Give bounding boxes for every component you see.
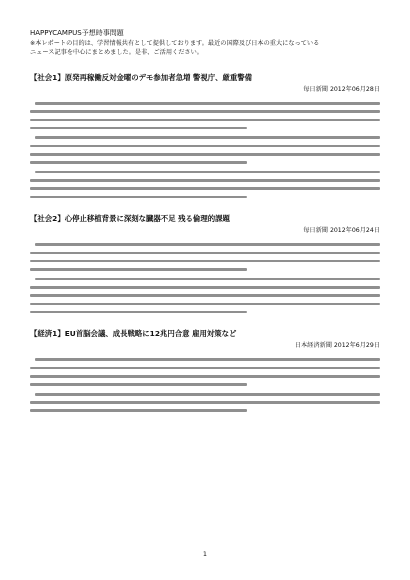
article-social-2	[30, 213, 380, 313]
article-tag: 【経済1】	[30, 329, 65, 339]
article-paragraph	[30, 278, 380, 314]
text-line	[35, 171, 380, 174]
article-byline	[30, 85, 380, 95]
article-date: 2012年06月28日	[329, 86, 380, 93]
article-title: 心停止移植背景に深刻な臓器不足 残る倫理的課題	[64, 214, 230, 224]
text-line	[35, 278, 380, 281]
header-note-line-2: ニュース記事を中心にまとめました。是非、ご活用ください。	[30, 49, 203, 56]
text-line	[30, 179, 380, 182]
text-line	[30, 260, 380, 263]
article-paragraph	[30, 171, 380, 198]
text-line	[30, 311, 247, 314]
text-line	[35, 136, 380, 139]
text-line	[30, 196, 247, 199]
article-paragraph	[30, 102, 380, 129]
article-social-1	[30, 72, 380, 198]
article-heading	[30, 213, 380, 224]
article-source: 毎日新聞	[303, 227, 328, 235]
text-line	[30, 375, 380, 378]
text-line	[35, 102, 380, 105]
text-line	[30, 252, 380, 255]
text-line	[30, 303, 380, 306]
article-paragraph	[30, 358, 380, 385]
article-source: 毎日新聞	[303, 86, 328, 93]
article-paragraph	[30, 243, 380, 270]
article-date: 2012年06月24日	[329, 227, 380, 235]
text-line	[35, 243, 380, 246]
document-header-note	[30, 39, 380, 57]
article-date: 2012年6月29日	[333, 342, 380, 350]
document-header-title: HAPPYCAMPUS予想時事問題	[30, 29, 124, 37]
text-line	[35, 393, 380, 396]
text-line	[30, 367, 380, 370]
article-byline	[30, 341, 380, 351]
text-line	[30, 153, 380, 156]
text-line	[30, 161, 247, 164]
text-line	[30, 187, 380, 190]
text-line	[30, 286, 380, 289]
article-title: 原発再稼働反対金曜のデモ参加者急増 警視庁、厳重警備	[64, 73, 253, 82]
text-line	[30, 268, 247, 271]
text-line	[30, 119, 380, 122]
article-paragraph	[30, 136, 380, 163]
article-title: EU首脳会議、成長戦略に12兆円合意 雇用対策など	[64, 329, 237, 339]
text-line	[30, 383, 247, 386]
article-tag: 【社会2】	[30, 214, 65, 224]
article-heading	[30, 328, 380, 339]
text-line	[30, 127, 247, 130]
text-line	[30, 145, 380, 148]
article-heading	[30, 72, 380, 83]
header-note-line-1: ※本レポートの目的は、学習情報共有として提供しております。最近の国際及び日本の重大になっている	[30, 40, 320, 47]
text-line	[30, 401, 380, 404]
article-paragraph	[30, 393, 380, 412]
article-tag: 【社会1】	[30, 73, 65, 82]
text-line	[35, 358, 380, 361]
text-line	[30, 294, 380, 297]
text-line	[30, 110, 380, 113]
article-economy-1	[30, 328, 380, 412]
article-source: 日本経済新聞	[294, 342, 332, 350]
article-byline	[30, 226, 380, 236]
text-line	[30, 409, 247, 412]
page-number: 1	[202, 550, 208, 558]
